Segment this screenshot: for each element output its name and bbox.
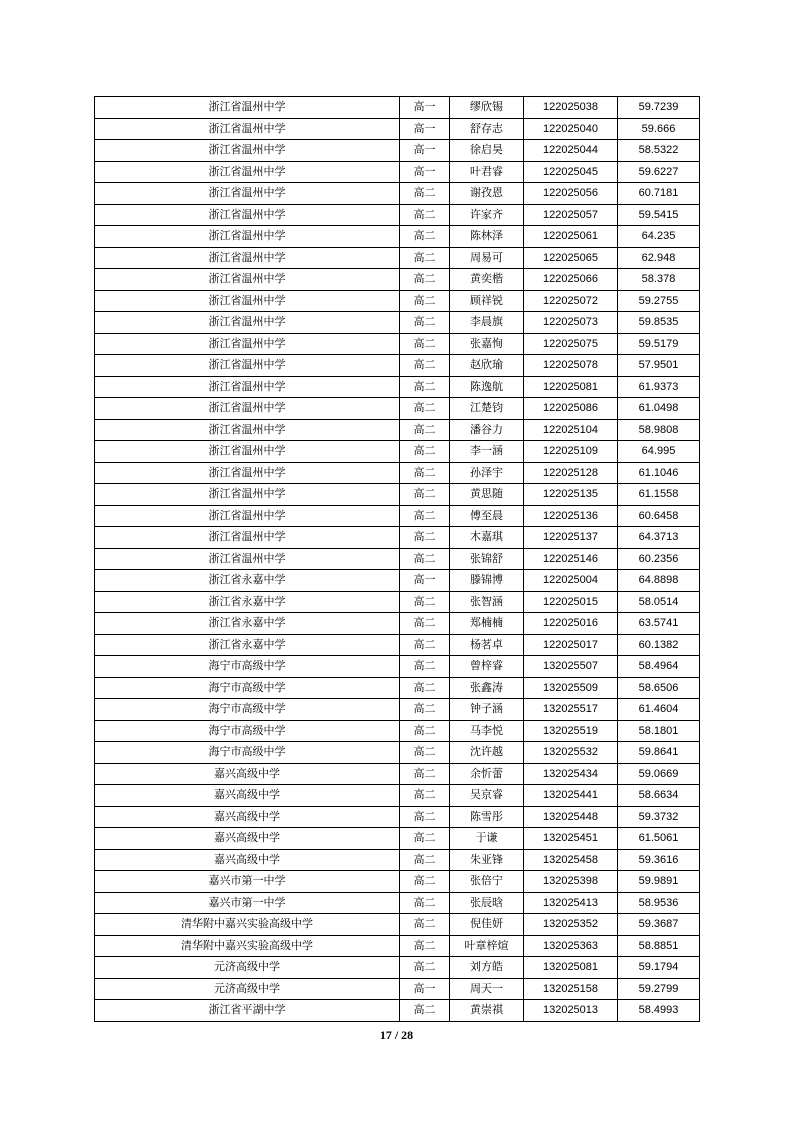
grade-cell: 高二	[400, 742, 450, 764]
score-cell: 64.995	[618, 441, 700, 463]
table-row	[95, 871, 700, 893]
name-cell: 余忻蕾	[450, 763, 524, 785]
score-cell: 60.2356	[618, 548, 700, 570]
score-cell: 64.8898	[618, 570, 700, 592]
school-cell: 浙江省温州中学	[95, 183, 400, 205]
name-cell: 潘谷力	[450, 419, 524, 441]
name-cell: 于谦	[450, 828, 524, 850]
school-cell: 浙江省温州中学	[95, 140, 400, 162]
student-id-cell: 122025044	[524, 140, 618, 162]
grade-cell: 高一	[400, 570, 450, 592]
student-id-cell: 122025040	[524, 118, 618, 140]
table-row	[95, 978, 700, 1000]
school-cell: 嘉兴市第一中学	[95, 871, 400, 893]
student-id-cell: 122025146	[524, 548, 618, 570]
school-cell: 浙江省温州中学	[95, 441, 400, 463]
table-row	[95, 247, 700, 269]
score-cell: 62.948	[618, 247, 700, 269]
table-row	[95, 97, 700, 119]
grade-cell: 高二	[400, 183, 450, 205]
student-id-cell: 132025158	[524, 978, 618, 1000]
table-row	[95, 656, 700, 678]
student-id-cell: 122025136	[524, 505, 618, 527]
school-cell: 浙江省温州中学	[95, 398, 400, 420]
grade-cell: 高二	[400, 548, 450, 570]
name-cell: 徐启昊	[450, 140, 524, 162]
table-row	[95, 849, 700, 871]
score-cell: 58.4993	[618, 1000, 700, 1022]
student-id-cell: 122025015	[524, 591, 618, 613]
student-id-cell: 122025104	[524, 419, 618, 441]
table-row	[95, 828, 700, 850]
school-cell: 浙江省温州中学	[95, 97, 400, 119]
grade-cell: 高二	[400, 290, 450, 312]
table-row	[95, 398, 700, 420]
table-row	[95, 785, 700, 807]
student-id-cell: 122025056	[524, 183, 618, 205]
score-cell: 58.9808	[618, 419, 700, 441]
grade-cell: 高二	[400, 656, 450, 678]
student-id-cell: 132025398	[524, 871, 618, 893]
student-id-cell: 132025517	[524, 699, 618, 721]
name-cell: 杨茗卓	[450, 634, 524, 656]
student-id-cell: 132025458	[524, 849, 618, 871]
student-id-cell: 122025135	[524, 484, 618, 506]
school-cell: 浙江省温州中学	[95, 247, 400, 269]
name-cell: 缪欣锡	[450, 97, 524, 119]
student-id-cell: 122025017	[524, 634, 618, 656]
table-row	[95, 269, 700, 291]
grade-cell: 高二	[400, 355, 450, 377]
student-id-cell: 132025363	[524, 935, 618, 957]
table-row	[95, 957, 700, 979]
student-id-cell: 132025507	[524, 656, 618, 678]
grade-cell: 高一	[400, 97, 450, 119]
grade-cell: 高二	[400, 419, 450, 441]
school-cell: 浙江省温州中学	[95, 333, 400, 355]
table-row	[95, 806, 700, 828]
table-row	[95, 935, 700, 957]
score-cell: 58.9536	[618, 892, 700, 914]
table-row	[95, 140, 700, 162]
name-cell: 张辰晗	[450, 892, 524, 914]
table-row	[95, 1000, 700, 1022]
name-cell: 陈雪彤	[450, 806, 524, 828]
school-cell: 浙江省温州中学	[95, 118, 400, 140]
grade-cell: 高二	[400, 699, 450, 721]
name-cell: 陈逸航	[450, 376, 524, 398]
name-cell: 叶章梓煊	[450, 935, 524, 957]
name-cell: 李一涵	[450, 441, 524, 463]
school-cell: 清华附中嘉兴实验高级中学	[95, 914, 400, 936]
table-row	[95, 634, 700, 656]
table-row	[95, 226, 700, 248]
score-cell: 59.666	[618, 118, 700, 140]
score-cell: 58.1801	[618, 720, 700, 742]
grade-cell: 高二	[400, 226, 450, 248]
grade-cell: 高二	[400, 763, 450, 785]
score-cell: 61.4604	[618, 699, 700, 721]
score-cell: 61.1046	[618, 462, 700, 484]
student-id-cell: 132025509	[524, 677, 618, 699]
name-cell: 赵欣瑜	[450, 355, 524, 377]
student-id-cell: 122025075	[524, 333, 618, 355]
student-id-cell: 122025081	[524, 376, 618, 398]
student-id-cell: 122025045	[524, 161, 618, 183]
name-cell: 周天一	[450, 978, 524, 1000]
grade-cell: 高二	[400, 527, 450, 549]
table-row	[95, 376, 700, 398]
student-id-cell: 122025066	[524, 269, 618, 291]
student-id-cell: 132025013	[524, 1000, 618, 1022]
score-cell: 59.2755	[618, 290, 700, 312]
grade-cell: 高一	[400, 978, 450, 1000]
table-row	[95, 183, 700, 205]
student-id-cell: 132025448	[524, 806, 618, 828]
school-cell: 元济高级中学	[95, 957, 400, 979]
grade-cell: 高一	[400, 161, 450, 183]
student-id-cell: 132025352	[524, 914, 618, 936]
table-row	[95, 462, 700, 484]
name-cell: 滕锦博	[450, 570, 524, 592]
score-cell: 60.1382	[618, 634, 700, 656]
school-cell: 浙江省温州中学	[95, 290, 400, 312]
name-cell: 陈林泽	[450, 226, 524, 248]
school-cell: 浙江省温州中学	[95, 204, 400, 226]
grade-cell: 高二	[400, 785, 450, 807]
score-cell: 60.7181	[618, 183, 700, 205]
student-id-cell: 122025065	[524, 247, 618, 269]
grade-cell: 高一	[400, 118, 450, 140]
student-id-cell: 132025413	[524, 892, 618, 914]
grade-cell: 高二	[400, 677, 450, 699]
table-row	[95, 204, 700, 226]
grade-cell: 高二	[400, 634, 450, 656]
score-cell: 61.5061	[618, 828, 700, 850]
school-cell: 嘉兴市第一中学	[95, 892, 400, 914]
name-cell: 张倍宁	[450, 871, 524, 893]
grade-cell: 高一	[400, 140, 450, 162]
grade-cell: 高二	[400, 720, 450, 742]
name-cell: 舒存志	[450, 118, 524, 140]
grade-cell: 高二	[400, 505, 450, 527]
name-cell: 周易可	[450, 247, 524, 269]
name-cell: 许家齐	[450, 204, 524, 226]
table-row	[95, 720, 700, 742]
student-id-cell: 132025519	[524, 720, 618, 742]
grade-cell: 高二	[400, 484, 450, 506]
name-cell: 江楚钧	[450, 398, 524, 420]
grade-cell: 高二	[400, 849, 450, 871]
school-cell: 浙江省温州中学	[95, 355, 400, 377]
name-cell: 李晨旗	[450, 312, 524, 334]
score-cell: 61.1558	[618, 484, 700, 506]
score-cell: 59.3732	[618, 806, 700, 828]
grade-cell: 高二	[400, 591, 450, 613]
table-row	[95, 613, 700, 635]
results-table	[94, 96, 700, 1022]
school-cell: 嘉兴高级中学	[95, 849, 400, 871]
score-cell: 63.5741	[618, 613, 700, 635]
name-cell: 木嘉琪	[450, 527, 524, 549]
score-cell: 59.2799	[618, 978, 700, 1000]
school-cell: 嘉兴高级中学	[95, 828, 400, 850]
student-id-cell: 122025004	[524, 570, 618, 592]
student-id-cell: 122025038	[524, 97, 618, 119]
student-id-cell: 132025441	[524, 785, 618, 807]
name-cell: 黄崇祺	[450, 1000, 524, 1022]
table-row	[95, 312, 700, 334]
table-row	[95, 419, 700, 441]
grade-cell: 高二	[400, 269, 450, 291]
school-cell: 海宁市高级中学	[95, 677, 400, 699]
score-cell: 59.7239	[618, 97, 700, 119]
table-row	[95, 570, 700, 592]
school-cell: 浙江省温州中学	[95, 161, 400, 183]
table-row	[95, 484, 700, 506]
school-cell: 海宁市高级中学	[95, 699, 400, 721]
score-cell: 58.5322	[618, 140, 700, 162]
table-row	[95, 118, 700, 140]
score-cell: 59.8641	[618, 742, 700, 764]
school-cell: 浙江省温州中学	[95, 226, 400, 248]
name-cell: 谢孜恩	[450, 183, 524, 205]
school-cell: 浙江省温州中学	[95, 527, 400, 549]
school-cell: 浙江省永嘉中学	[95, 570, 400, 592]
grade-cell: 高二	[400, 441, 450, 463]
score-cell: 59.0669	[618, 763, 700, 785]
grade-cell: 高二	[400, 1000, 450, 1022]
name-cell: 傅至晨	[450, 505, 524, 527]
table-row	[95, 763, 700, 785]
school-cell: 嘉兴高级中学	[95, 806, 400, 828]
student-id-cell: 122025086	[524, 398, 618, 420]
school-cell: 海宁市高级中学	[95, 720, 400, 742]
score-cell: 59.3687	[618, 914, 700, 936]
student-id-cell: 132025081	[524, 957, 618, 979]
student-id-cell: 122025073	[524, 312, 618, 334]
score-cell: 61.0498	[618, 398, 700, 420]
name-cell: 朱亚锋	[450, 849, 524, 871]
name-cell: 张鑫涛	[450, 677, 524, 699]
school-cell: 浙江省永嘉中学	[95, 591, 400, 613]
grade-cell: 高二	[400, 204, 450, 226]
name-cell: 黄思随	[450, 484, 524, 506]
grade-cell: 高二	[400, 914, 450, 936]
name-cell: 刘方皓	[450, 957, 524, 979]
grade-cell: 高二	[400, 828, 450, 850]
table-row	[95, 699, 700, 721]
student-id-cell: 122025072	[524, 290, 618, 312]
name-cell: 吴京睿	[450, 785, 524, 807]
table-row	[95, 161, 700, 183]
grade-cell: 高二	[400, 333, 450, 355]
school-cell: 清华附中嘉兴实验高级中学	[95, 935, 400, 957]
score-cell: 58.0514	[618, 591, 700, 613]
school-cell: 浙江省平湖中学	[95, 1000, 400, 1022]
table-row	[95, 527, 700, 549]
grade-cell: 高二	[400, 892, 450, 914]
student-id-cell: 122025109	[524, 441, 618, 463]
student-id-cell: 132025532	[524, 742, 618, 764]
name-cell: 张嘉恂	[450, 333, 524, 355]
table-row	[95, 355, 700, 377]
name-cell: 沈许越	[450, 742, 524, 764]
grade-cell: 高二	[400, 247, 450, 269]
school-cell: 浙江省温州中学	[95, 505, 400, 527]
grade-cell: 高二	[400, 613, 450, 635]
table-row	[95, 290, 700, 312]
table-row	[95, 548, 700, 570]
student-id-cell: 122025061	[524, 226, 618, 248]
table-body	[95, 97, 700, 1022]
grade-cell: 高二	[400, 398, 450, 420]
student-id-cell: 122025128	[524, 462, 618, 484]
table-row	[95, 505, 700, 527]
score-cell: 64.235	[618, 226, 700, 248]
score-cell: 58.6634	[618, 785, 700, 807]
school-cell: 浙江省温州中学	[95, 462, 400, 484]
school-cell: 海宁市高级中学	[95, 742, 400, 764]
name-cell: 马李悦	[450, 720, 524, 742]
grade-cell: 高二	[400, 376, 450, 398]
score-cell: 58.378	[618, 269, 700, 291]
score-cell: 59.8535	[618, 312, 700, 334]
grade-cell: 高二	[400, 462, 450, 484]
score-cell: 59.1794	[618, 957, 700, 979]
table-row	[95, 677, 700, 699]
grade-cell: 高二	[400, 935, 450, 957]
name-cell: 曾梓睿	[450, 656, 524, 678]
student-id-cell: 122025078	[524, 355, 618, 377]
school-cell: 浙江省永嘉中学	[95, 613, 400, 635]
score-cell: 64.3713	[618, 527, 700, 549]
school-cell: 浙江省永嘉中学	[95, 634, 400, 656]
student-id-cell: 122025137	[524, 527, 618, 549]
score-cell: 59.6227	[618, 161, 700, 183]
table-row	[95, 591, 700, 613]
school-cell: 嘉兴高级中学	[95, 763, 400, 785]
name-cell: 倪佳妍	[450, 914, 524, 936]
student-id-cell: 122025057	[524, 204, 618, 226]
name-cell: 张智涵	[450, 591, 524, 613]
score-cell: 59.3616	[618, 849, 700, 871]
student-id-cell: 132025451	[524, 828, 618, 850]
score-cell: 58.8851	[618, 935, 700, 957]
grade-cell: 高二	[400, 312, 450, 334]
student-id-cell: 132025434	[524, 763, 618, 785]
score-cell: 58.4964	[618, 656, 700, 678]
school-cell: 浙江省温州中学	[95, 312, 400, 334]
score-cell: 59.9891	[618, 871, 700, 893]
name-cell: 顾祥锐	[450, 290, 524, 312]
school-cell: 嘉兴高级中学	[95, 785, 400, 807]
table-row	[95, 441, 700, 463]
name-cell: 孙泽宇	[450, 462, 524, 484]
school-cell: 浙江省温州中学	[95, 376, 400, 398]
table-row	[95, 914, 700, 936]
table-row	[95, 892, 700, 914]
score-cell: 58.6506	[618, 677, 700, 699]
school-cell: 海宁市高级中学	[95, 656, 400, 678]
score-cell: 60.6458	[618, 505, 700, 527]
table-row	[95, 333, 700, 355]
grade-cell: 高二	[400, 957, 450, 979]
score-cell: 61.9373	[618, 376, 700, 398]
school-cell: 浙江省温州中学	[95, 484, 400, 506]
name-cell: 张锦舒	[450, 548, 524, 570]
school-cell: 浙江省温州中学	[95, 269, 400, 291]
grade-cell: 高二	[400, 806, 450, 828]
page-number: 17 / 28	[379, 1028, 414, 1042]
score-cell: 57.9501	[618, 355, 700, 377]
name-cell: 叶君睿	[450, 161, 524, 183]
school-cell: 浙江省温州中学	[95, 548, 400, 570]
student-id-cell: 122025016	[524, 613, 618, 635]
grade-cell: 高二	[400, 871, 450, 893]
score-cell: 59.5415	[618, 204, 700, 226]
score-cell: 59.5179	[618, 333, 700, 355]
name-cell: 郑楠楠	[450, 613, 524, 635]
school-cell: 元济高级中学	[95, 978, 400, 1000]
name-cell: 黄奕楷	[450, 269, 524, 291]
name-cell: 钟子涵	[450, 699, 524, 721]
table-row	[95, 742, 700, 764]
school-cell: 浙江省温州中学	[95, 419, 400, 441]
